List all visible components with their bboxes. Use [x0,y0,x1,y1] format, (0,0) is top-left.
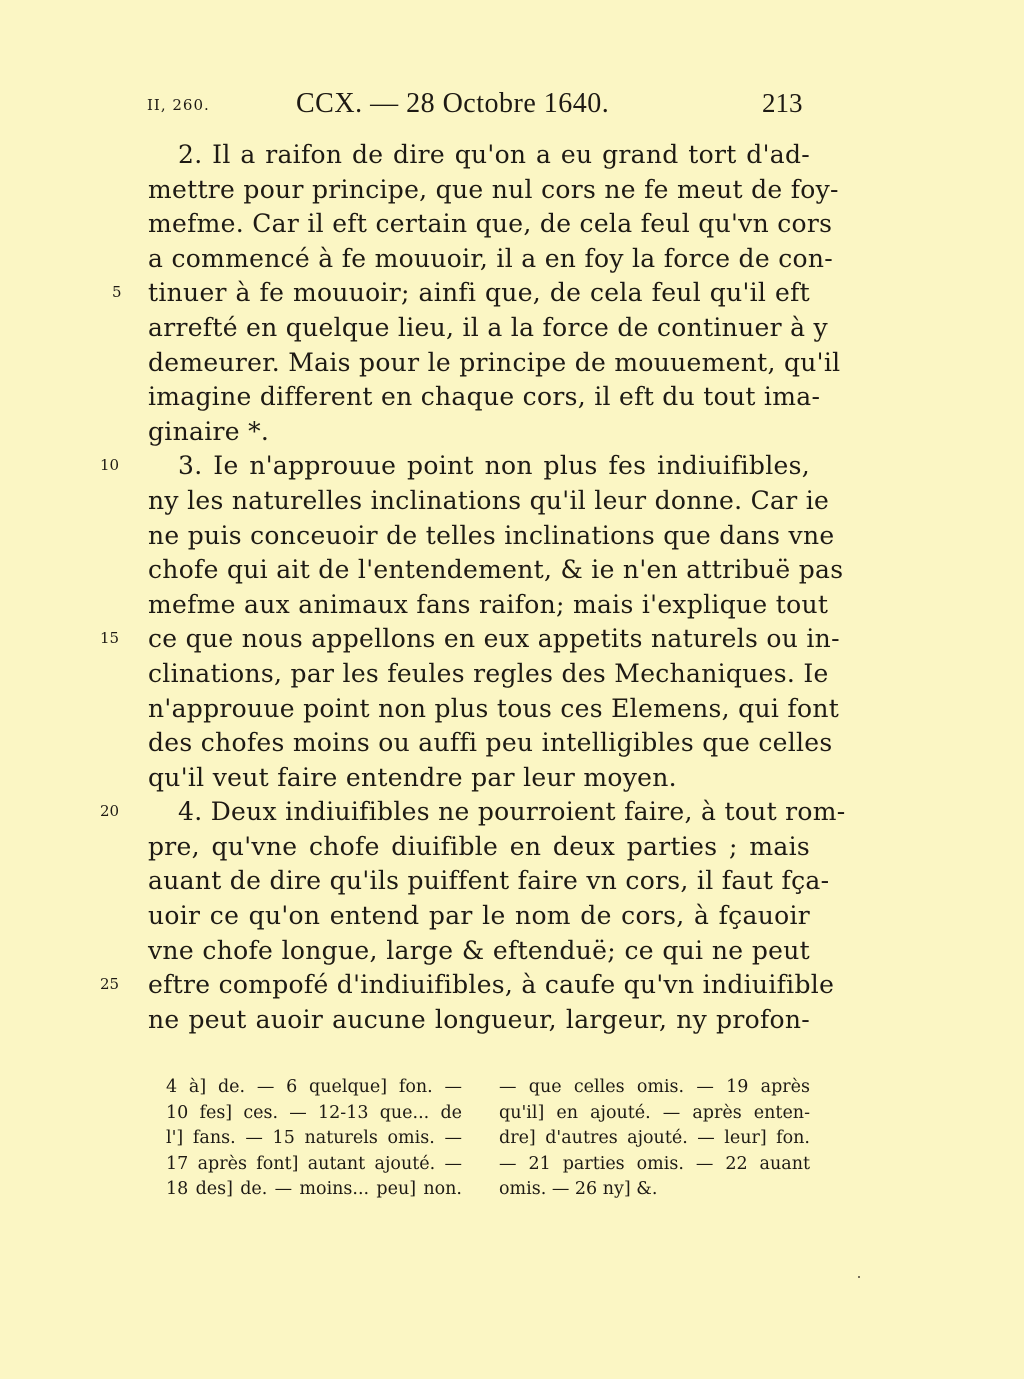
note-line: 18 des] de. — moins... peu] non. [166,1179,462,1200]
paragraph-3 [148,449,844,795]
text-line: ny les naturelles inclinations qu'il leur donne. Car ie [148,485,830,515]
text-line: des chofes moins ou auffi peu intelligibles que celles [148,728,833,758]
note-line: 17 après font] autant ajouté. — [166,1153,462,1174]
note-line: omis. — 26 ny] &. [499,1179,658,1200]
line-number: 15 [100,629,120,647]
line-number: 5 [112,283,122,301]
line-number: 10 [100,456,120,474]
note-line: 10 fes] ces. — 12-13 que... de [166,1102,462,1123]
text-line: arrefté en quelque lieu, il a la force de continuer à y [148,312,828,342]
line-number: 25 [100,975,120,993]
text-line: vne chofe longue, large & eftenduë; ce qui ne peut [148,935,810,965]
text-line: tinuer à fe mouuoir; ainfi que, de cela feul qu'il eft [148,278,810,308]
text-line: ce que nous appellons en eux appetits naturels ou in- [148,624,840,654]
text-line: ne puis conceuoir de telles inclinations que dans vne [148,520,835,550]
note-line: — que celles omis. — 19 après [499,1077,810,1097]
paragraph-2 [148,138,841,449]
text-line: auant de dire qu'ils puiffent faire vn cors, il faut fça- [148,866,830,896]
text-line: n'approuue point non plus tous ces Elemens, qui font [148,693,840,723]
text-line: ne peut auoir aucune longueur, largeur, ny profon- [148,1004,810,1034]
text-line: qu'il veut faire entendre par leur moyen. [148,762,677,792]
text-line: ginaire *. [148,416,270,446]
text-line: clinations, par les feules regles des Mechaniques. Ie [148,658,829,688]
text-line: 2. Il a raifon de dire qu'on a eu grand tort d'ad- [178,140,810,169]
text-line: imagine different en chaque cors, il eft du tout ima- [148,382,821,412]
notes-column-right [499,1075,810,1203]
text-line: 4. Deux indiuifibles ne pourroient faire, à tout rom- [178,797,846,827]
note-line: — 21 parties omis. — 22 auant [499,1153,810,1174]
note-line: dre] d'autres ajouté. — leur] fon. [499,1128,810,1149]
volume-page-reference: II, 260. [147,96,210,114]
page-number: 213 [762,88,803,118]
paragraph-4 [148,795,846,1037]
running-header [0,88,1024,128]
letter-title: CCX. — 28 Octobre 1640. [296,88,610,119]
text-line: eftre compofé d'indiuifibles, à caufe qu'vn indiuifible [148,970,835,1000]
text-line: mefme. Car il eft certain que, de cela feul qu'vn cors [148,209,833,239]
text-line: mettre pour principe, que nul cors ne fe meut de foy- [148,174,839,204]
text-line: mefme aux animaux fans raifon; mais i'explique tout [148,589,829,619]
note-line: 4 à] de. — 6 quelque] fon. — [166,1077,462,1097]
notes-column-left [166,1075,462,1203]
text-line: pre, qu'vne chofe diuifible en deux parties ; mais [148,831,810,861]
line-number: 20 [100,802,120,820]
text-line: uoir ce qu'on entend par le nom de cors, à fçauoir [148,901,810,931]
text-line: chofe qui ait de l'entendement, & ie n'en attribuë pas [148,555,844,585]
text-line: a commencé à fe mouuoir, il a en foy la force de con- [148,243,834,273]
note-line: l'] fans. — 15 naturels omis. — [166,1128,462,1149]
body-text [148,138,846,1037]
paper-speck [858,1276,860,1278]
text-line: demeurer. Mais pour le principe de mouuement, qu'il [148,347,841,377]
text-line: 3. Ie n'approuue point non plus fes indiuifibles, [178,451,810,481]
note-line: qu'il] en ajouté. — après enten- [499,1102,810,1123]
